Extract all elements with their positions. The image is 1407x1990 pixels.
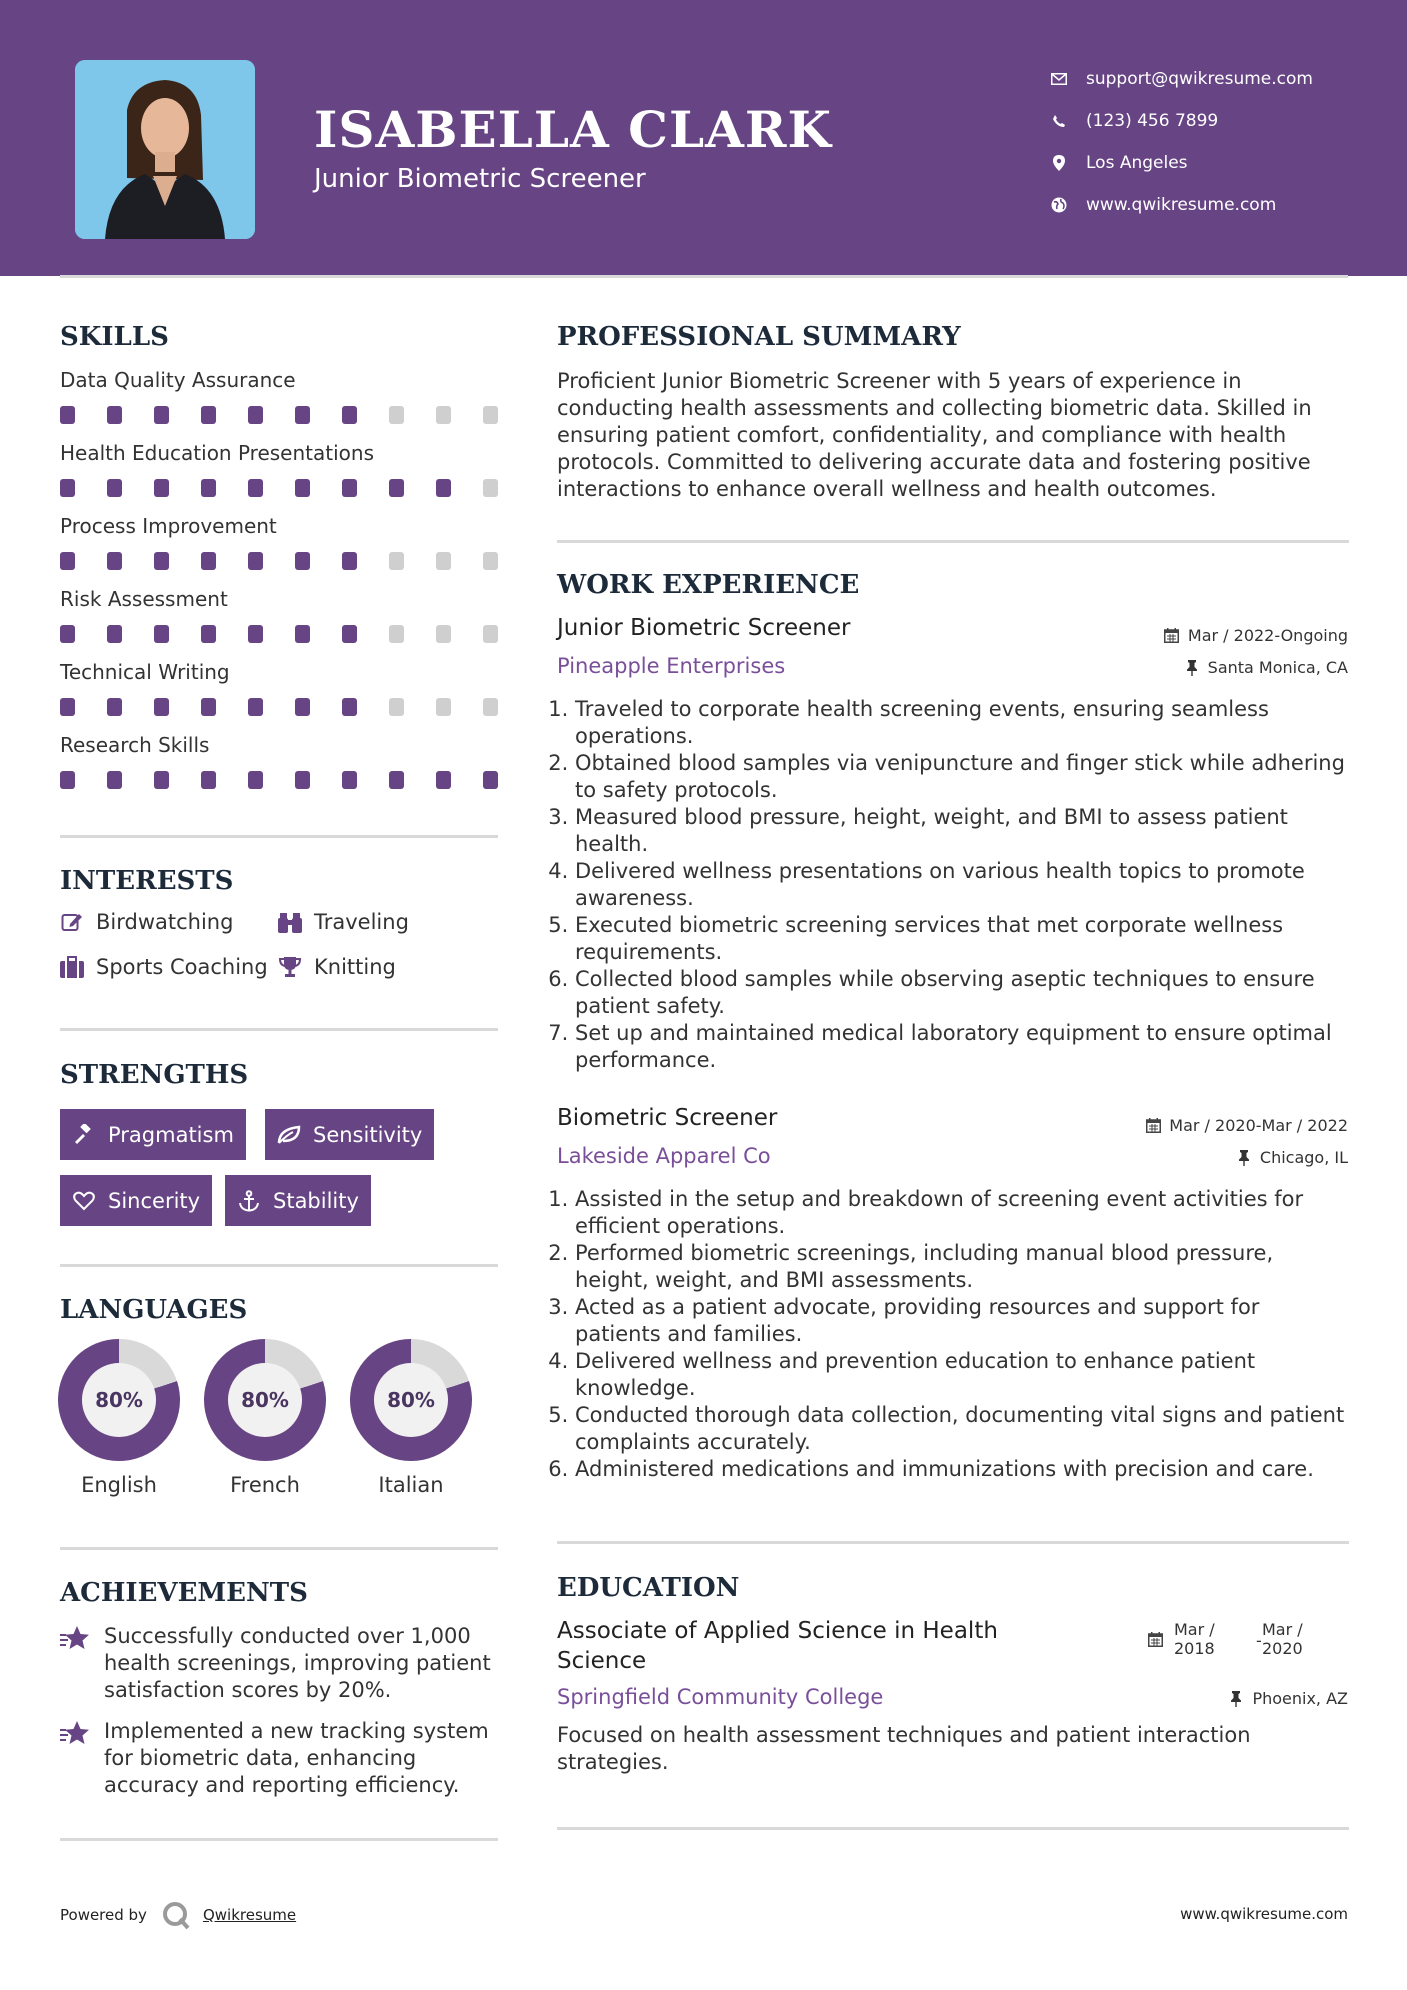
strengths-divider	[60, 1264, 498, 1267]
skill-rating	[60, 552, 498, 570]
language-item	[58, 1339, 180, 1497]
rating-dot-empty	[436, 698, 451, 716]
rating-dot-filled	[107, 625, 122, 643]
powered-by-label: Powered by	[60, 1906, 147, 1924]
job-location	[1184, 658, 1348, 677]
skill-name: Data Quality Assurance	[60, 368, 296, 392]
rating-dot-filled	[107, 406, 122, 424]
calendar-icon	[1145, 1118, 1161, 1134]
rating-dot-filled	[201, 698, 216, 716]
job-bullet: 6. Administered medications and immunizations with precision and care.	[575, 1456, 1349, 1483]
language-ring	[204, 1339, 326, 1461]
job-bullet: 6. Collected blood samples while observing aseptic techniques to ensure patient safety.	[575, 966, 1349, 1020]
contact-location	[1050, 142, 1380, 184]
rating-dot-filled	[154, 552, 169, 570]
contact-email-text: support@qwikresume.com	[1086, 69, 1313, 89]
header-divider	[60, 275, 1348, 278]
rating-dot-filled	[295, 406, 310, 424]
interest-label: Sports Coaching	[96, 955, 268, 979]
language-name: English	[81, 1473, 157, 1497]
achievements-divider	[60, 1838, 498, 1841]
rating-dot-empty	[389, 406, 404, 424]
interest-item	[278, 910, 409, 934]
rating-dot-filled	[154, 698, 169, 716]
interest-label: Traveling	[314, 910, 409, 934]
job-bullet: 3. Acted as a patient advocate, providing resources and support for patients and families.	[575, 1294, 1349, 1348]
job-date	[1145, 1116, 1348, 1135]
job-bullet: 1. Assisted in the setup and breakdown of screening event activities for efficient operations.	[575, 1186, 1349, 1240]
languages-heading: LANGUAGES	[60, 1295, 248, 1325]
language-ring	[58, 1339, 180, 1461]
education-start-date: Mar / 2018	[1174, 1620, 1215, 1658]
rating-dot-filled	[342, 406, 357, 424]
rating-dot-empty	[483, 625, 498, 643]
job-bullet: 5. Executed biometric screening services that met corporate wellness requirements.	[575, 912, 1349, 966]
language-item	[350, 1339, 472, 1497]
star-icon	[60, 1625, 90, 1655]
rating-dot-empty	[483, 552, 498, 570]
interest-label: Birdwatching	[96, 910, 234, 934]
experience-divider	[557, 1541, 1349, 1544]
interest-item	[60, 910, 233, 934]
strength-label: Sincerity	[108, 1188, 201, 1213]
rating-dot-empty	[483, 479, 498, 497]
calendar-icon	[1148, 1632, 1163, 1651]
contact-website-text: www.qwikresume.com	[1086, 195, 1277, 215]
company-name: Lakeside Apparel Co	[557, 1144, 771, 1168]
pushpin-icon	[1184, 660, 1200, 676]
skill-rating	[60, 698, 498, 716]
job-bullet: 2. Obtained blood samples via venipuncture and finger stick while adhering to safety protocols.	[575, 750, 1349, 804]
skill-rating	[60, 406, 498, 424]
rating-dot-empty	[436, 625, 451, 643]
rating-dot-filled	[436, 479, 451, 497]
qwikresume-logo-icon	[161, 1900, 191, 1930]
language-item	[204, 1339, 326, 1497]
rating-dot-filled	[154, 625, 169, 643]
rating-dot-filled	[201, 406, 216, 424]
rating-dot-empty	[389, 552, 404, 570]
job-bullet: 3. Measured blood pressure, height, weight, and BMI to assess patient health.	[575, 804, 1349, 858]
candidate-role: Junior Biometric Screener	[314, 164, 646, 194]
heart-icon	[72, 1189, 96, 1213]
interests-heading: INTERESTS	[60, 866, 234, 896]
contact-list	[1050, 58, 1380, 226]
rating-dot-filled	[342, 771, 357, 789]
interest-label: Knitting	[314, 955, 396, 979]
star-icon	[60, 1720, 90, 1750]
rating-dot-filled	[342, 625, 357, 643]
interest-item	[278, 955, 396, 979]
rating-dot-filled	[389, 479, 404, 497]
interests-divider	[60, 1028, 498, 1031]
language-percent: 80%	[82, 1363, 156, 1437]
pushpin-icon	[1228, 1691, 1244, 1707]
rating-dot-filled	[483, 771, 498, 789]
globe-icon	[1050, 196, 1068, 214]
calendar-icon	[1164, 628, 1180, 644]
gavel-icon	[72, 1123, 96, 1147]
job-bullet: 5. Conducted thorough data collection, documenting vital signs and patient complaints accurately.	[575, 1402, 1349, 1456]
contact-location-text: Los Angeles	[1086, 153, 1188, 173]
achievement-text: Successfully conducted over 1,000 health screenings, improving patient satisfaction scores by 20%.	[104, 1624, 491, 1702]
rating-dot-filled	[60, 406, 75, 424]
rating-dot-filled	[60, 771, 75, 789]
interest-item	[60, 955, 268, 979]
language-name: Italian	[378, 1473, 444, 1497]
education-date-separator: -	[1256, 1631, 1262, 1650]
education-description: Focused on health assessment techniques and patient interaction strategies.	[557, 1723, 1251, 1774]
skills-divider	[60, 835, 498, 838]
education-heading: EDUCATION	[557, 1573, 740, 1603]
achievement-text: Implemented a new tracking system for biometric data, enhancing accuracy and reporting efficiency.	[104, 1719, 489, 1797]
pencil-square-icon	[60, 910, 84, 934]
phone-icon	[1050, 112, 1068, 130]
rating-dot-filled	[201, 771, 216, 789]
education-divider	[557, 1827, 1349, 1830]
briefcase-icon	[60, 955, 84, 979]
leaf-icon	[277, 1123, 301, 1147]
job-bullets	[557, 1186, 1349, 1483]
contact-phone-text: (123) 456 7899	[1086, 111, 1219, 131]
languages-divider	[60, 1547, 498, 1550]
job-date-text: Mar / 2020-Mar / 2022	[1169, 1116, 1348, 1135]
job-title: Biometric Screener	[557, 1105, 778, 1131]
rating-dot-filled	[342, 479, 357, 497]
envelope-icon	[1050, 70, 1068, 88]
rating-dot-filled	[295, 698, 310, 716]
rating-dot-filled	[248, 552, 263, 570]
degree-title: Associate of Applied Science in Health Science	[557, 1618, 998, 1674]
strength-badge	[265, 1109, 434, 1160]
rating-dot-empty	[389, 625, 404, 643]
skill-name: Risk Assessment	[60, 587, 228, 611]
rating-dot-empty	[436, 406, 451, 424]
job-bullet: 7. Set up and maintained medical laboratory equipment to ensure optimal performance.	[575, 1020, 1349, 1074]
rating-dot-filled	[107, 771, 122, 789]
achievements-heading: ACHIEVEMENTS	[60, 1578, 308, 1608]
job-location-text: Santa Monica, CA	[1207, 658, 1348, 677]
education-location	[1228, 1689, 1348, 1708]
strength-label: Sensitivity	[313, 1122, 423, 1147]
contact-website[interactable]	[1050, 184, 1380, 226]
skill-name: Process Improvement	[60, 514, 277, 538]
job-bullet: 1. Traveled to corporate health screening events, ensuring seamless operations.	[575, 696, 1349, 750]
rating-dot-filled	[248, 698, 263, 716]
skills-heading: SKILLS	[60, 322, 169, 352]
skill-name: Health Education Presentations	[60, 441, 374, 465]
rating-dot-filled	[60, 552, 75, 570]
skill-rating	[60, 625, 498, 643]
contact-email[interactable]	[1050, 58, 1380, 100]
strength-badge	[60, 1109, 246, 1160]
rating-dot-filled	[60, 625, 75, 643]
language-name: French	[230, 1473, 300, 1497]
anchor-icon	[237, 1189, 261, 1213]
profile-photo	[75, 60, 255, 239]
rating-dot-filled	[201, 625, 216, 643]
candidate-name: ISABELLA CLARK	[314, 100, 832, 159]
job-location	[1236, 1148, 1348, 1167]
rating-dot-filled	[201, 479, 216, 497]
rating-dot-filled	[60, 479, 75, 497]
footer-powered-by	[60, 1900, 296, 1930]
rating-dot-empty	[483, 406, 498, 424]
rating-dot-filled	[154, 479, 169, 497]
rating-dot-filled	[248, 479, 263, 497]
trophy-icon	[278, 955, 302, 979]
language-percent: 80%	[374, 1363, 448, 1437]
resume-header	[0, 0, 1407, 276]
rating-dot-filled	[295, 625, 310, 643]
rating-dot-filled	[295, 771, 310, 789]
achievement-item	[60, 1623, 500, 1704]
footer-website[interactable]: www.qwikresume.com	[1180, 1905, 1348, 1923]
education-end-date: Mar / 2020	[1262, 1620, 1303, 1658]
rating-dot-filled	[342, 552, 357, 570]
rating-dot-empty	[483, 698, 498, 716]
rating-dot-filled	[295, 552, 310, 570]
binoculars-icon	[278, 910, 302, 934]
rating-dot-filled	[248, 625, 263, 643]
job-date	[1164, 626, 1348, 645]
skill-name: Technical Writing	[60, 660, 230, 684]
job-bullet: 4. Delivered wellness and prevention education to enhance patient knowledge.	[575, 1348, 1349, 1402]
skill-name: Research Skills	[60, 733, 210, 757]
rating-dot-filled	[107, 552, 122, 570]
company-name: Pineapple Enterprises	[557, 654, 786, 678]
pushpin-icon	[1236, 1150, 1252, 1166]
rating-dot-filled	[154, 406, 169, 424]
job-location-text: Chicago, IL	[1259, 1148, 1348, 1167]
achievement-item	[60, 1718, 500, 1799]
rating-dot-filled	[436, 771, 451, 789]
job-bullet: 4. Delivered wellness presentations on various health topics to promote awareness.	[575, 858, 1349, 912]
language-percent: 80%	[228, 1363, 302, 1437]
skill-rating	[60, 771, 498, 789]
language-ring	[350, 1339, 472, 1461]
job-bullet: 2. Performed biometric screenings, including manual blood pressure, height, weight, and BMI assessments.	[575, 1240, 1349, 1294]
job-title: Junior Biometric Screener	[557, 615, 851, 641]
rating-dot-filled	[248, 771, 263, 789]
rating-dot-filled	[154, 771, 169, 789]
strength-badge	[60, 1175, 212, 1226]
job-date-text: Mar / 2022-Ongoing	[1187, 626, 1348, 645]
summary-text: Proficient Junior Biometric Screener with 5 years of experience in conducting health assessments and collecting biometric data. Skilled in ensuring patient comfort, confidentiality, and compliance with health protocols. Committed to delivering accurate data and fostering positive interactions to enhance overall wellness and health outcomes.	[557, 369, 1312, 501]
contact-phone[interactable]	[1050, 100, 1380, 142]
map-pin-icon	[1050, 154, 1068, 172]
rating-dot-empty	[389, 698, 404, 716]
rating-dot-filled	[295, 479, 310, 497]
rating-dot-filled	[342, 698, 357, 716]
strength-badge	[225, 1175, 371, 1226]
strengths-heading: STRENGTHS	[60, 1060, 249, 1090]
rating-dot-filled	[107, 698, 122, 716]
education-location-text: Phoenix, AZ	[1252, 1689, 1348, 1708]
qwikresume-link[interactable]: Qwikresume	[202, 1906, 297, 1924]
rating-dot-filled	[60, 698, 75, 716]
rating-dot-filled	[389, 771, 404, 789]
rating-dot-empty	[436, 552, 451, 570]
summary-divider	[557, 540, 1349, 543]
school-name: Springfield Community College	[557, 1685, 884, 1709]
skill-rating	[60, 479, 498, 497]
strength-label: Pragmatism	[108, 1122, 234, 1147]
rating-dot-filled	[107, 479, 122, 497]
experience-heading: WORK EXPERIENCE	[557, 570, 860, 600]
summary-heading: PROFESSIONAL SUMMARY	[557, 322, 961, 352]
rating-dot-filled	[201, 552, 216, 570]
job-bullets	[557, 696, 1349, 1074]
rating-dot-filled	[248, 406, 263, 424]
strength-label: Stability	[273, 1188, 359, 1213]
